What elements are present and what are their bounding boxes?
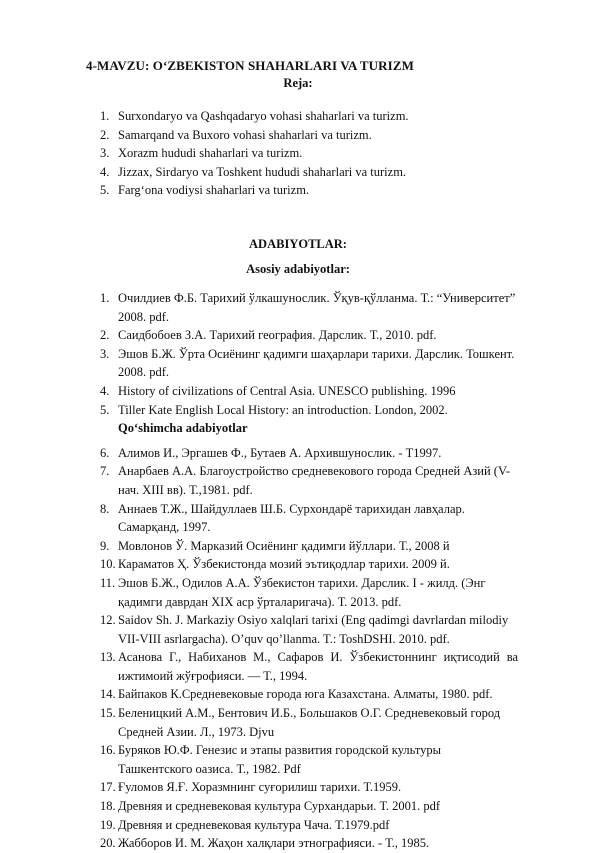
list-item bbox=[100, 444, 518, 463]
item-number: 3. bbox=[100, 146, 110, 161]
reja-heading: Reja: bbox=[283, 76, 313, 90]
item-text: Xorazm hududi shaharlari va turizm. bbox=[118, 146, 303, 161]
item-text: Мовлонов Ў. Марказий Осиёнинг қадимги йўллари. Т., 2008 й bbox=[118, 538, 450, 553]
item-text: Анарбаев А.А. Благоустройство средневекового города Средней Азий (V- нач. XIII вв). Т.,1981. pdf. bbox=[118, 464, 511, 497]
item-number: 17. bbox=[100, 780, 116, 795]
item-text: Аннаев Т.Ж., Шайдуллаев Ш.Б. Сурхондарё тарихидан лавҳалар. Самарқанд, 1997. bbox=[118, 501, 465, 535]
item-number: 4. bbox=[100, 164, 110, 179]
item-number: 6. bbox=[100, 445, 110, 460]
list-item bbox=[100, 181, 518, 200]
list-item bbox=[100, 144, 518, 163]
references-list bbox=[100, 289, 528, 853]
qoshimcha-heading: Qo‘shimcha adabiyotlar bbox=[118, 421, 248, 436]
item-number: 9. bbox=[100, 538, 110, 553]
item-number: 15. bbox=[100, 706, 116, 721]
list-item bbox=[100, 401, 518, 420]
item-number: 1. bbox=[100, 291, 110, 305]
list-item bbox=[100, 382, 518, 401]
item-text: Saidov Sh. J. Markaziy Osiyo xalqlari tarixi (Eng qadimgi davrlardan milodiy VII-VIII asrlargacha). O’quv qo’llanma. T.: ToshDSHI. 2010. pdf. bbox=[118, 613, 509, 646]
item-text: Саидбобоев З.А. Тарихий география. Дарслик. Т., 2010. pdf. bbox=[118, 328, 437, 343]
item-text: Samarqand va Buxoro vohasi shaharlari va turizm. bbox=[118, 127, 372, 142]
item-text: Байпаков К.Средневековые города юга Казахстана. Алматы, 1980. pdf. bbox=[118, 687, 493, 702]
list-item bbox=[100, 163, 518, 182]
item-text: Jizzax, Sirdaryo va Toshkent hududi shaharlari va turizm. bbox=[118, 164, 407, 179]
list-item bbox=[100, 326, 518, 345]
item-text: Очилдиев Ф.Б. Тарихий ўлкашунослик. Ўқув-қўлланма. Т.: “Университет” 2008. pdf. bbox=[118, 291, 516, 324]
item-number: 2. bbox=[100, 328, 110, 343]
item-number: 18. bbox=[100, 799, 116, 814]
item-number: 19. bbox=[100, 817, 116, 832]
item-text: Караматов Ҳ. Ўзбекистонда мозий эътиқодлар тарихи. 2009 й. bbox=[118, 557, 450, 572]
list-item bbox=[100, 126, 518, 145]
asosiy-heading: Asosiy adabiyotlar: bbox=[246, 262, 350, 276]
item-number: 20. bbox=[100, 836, 116, 851]
list-item bbox=[100, 685, 528, 704]
item-number: 8. bbox=[100, 501, 110, 516]
item-text: History of civilizations of Central Asia. UNESCO publishing. 1996 bbox=[118, 383, 456, 398]
list-item bbox=[100, 500, 518, 537]
list-item bbox=[100, 816, 518, 835]
item-number: 5. bbox=[100, 183, 110, 198]
item-number: 2. bbox=[100, 127, 110, 142]
page-title: 4-MAVZU: O‘ZBEKISTON SHAHARLARI VA TURIZM bbox=[86, 58, 414, 73]
list-item bbox=[100, 778, 518, 797]
item-number: 13. bbox=[100, 650, 116, 665]
list-item bbox=[100, 741, 518, 778]
item-text: Farg‘ona vodiysi shaharlari va turizm. bbox=[118, 183, 310, 198]
item-number: 3. bbox=[100, 346, 110, 361]
item-text: Эшов Б.Ж., Одилов А.А. Ўзбекистон тарихи. Дарслик. I - жилд. (Энг қадимги даврдан XIX аср ўрталаригача). Т. 2013. pdf. bbox=[118, 575, 486, 609]
item-text: Буряков Ю.Ф. Генезис и этапы развития городской культуры Ташкентского оазиса. Т., 1982. Pdf bbox=[118, 743, 442, 776]
item-text: Жабборов И. М. Жаҳон халқлари этнографияси. - Т., 1985. bbox=[118, 836, 430, 851]
item-text: Древняя и средневековая культура Сурхандарьи. Т. 2001. pdf bbox=[118, 799, 441, 814]
list-item bbox=[100, 648, 518, 685]
list-item bbox=[100, 345, 518, 382]
list-item bbox=[100, 574, 518, 611]
item-text: Беленицкий А.М., Бентович И.Б., Большаков О.Г. Средневековый город Средней Азии. Л., 1973. Djvu bbox=[118, 706, 501, 739]
list-item bbox=[100, 289, 518, 326]
adabiyotlar-heading: ADABIYOTLAR: bbox=[249, 237, 347, 251]
item-number: 14. bbox=[100, 687, 116, 702]
list-item bbox=[100, 611, 518, 648]
item-number: 4. bbox=[100, 383, 110, 398]
item-number: 10. bbox=[100, 557, 116, 572]
item-text: Tiller Kate English Local History: an introduction. London, 2002. bbox=[118, 402, 448, 417]
item-text: Ғуломов Я.Ғ. Хоразмнинг суғорилиш тарихи. Т.1959. bbox=[118, 780, 402, 795]
item-text: Древняя и средневековая культура Чача. Т.1979.pdf bbox=[118, 817, 390, 832]
item-number: 16. bbox=[100, 743, 116, 758]
item-text: Эшов Б.Ж. Ўрта Осиёнинг қадимги шаҳарлари тарихи. Дарслик. Тошкент. 2008. pdf. bbox=[118, 346, 515, 380]
list-item bbox=[100, 834, 518, 853]
item-number: 12. bbox=[100, 613, 116, 628]
item-text: Surxondaryo va Qashqadaryo vohasi shaharlari va turizm. bbox=[118, 109, 409, 123]
list-item bbox=[100, 462, 518, 499]
item-number: 7. bbox=[100, 464, 110, 479]
item-text: Асанова Г., Набиханов М., Сафаров И. Ўзбекистоннинг иқтисодий ва ижтимоий жўғрофияси. — Т., 1994. bbox=[118, 650, 518, 683]
list-item bbox=[100, 704, 518, 741]
list-item bbox=[100, 537, 518, 556]
list-item bbox=[100, 555, 518, 574]
item-text: Алимов И., Эргашев Ф., Бутаев А. Архившунослик. - Т1997. bbox=[118, 445, 442, 460]
item-number: 11. bbox=[100, 575, 116, 590]
reja-list bbox=[100, 107, 518, 200]
item-number: 1. bbox=[100, 109, 110, 123]
item-number: 5. bbox=[100, 402, 110, 417]
list-item bbox=[100, 797, 518, 816]
list-item bbox=[100, 107, 518, 126]
